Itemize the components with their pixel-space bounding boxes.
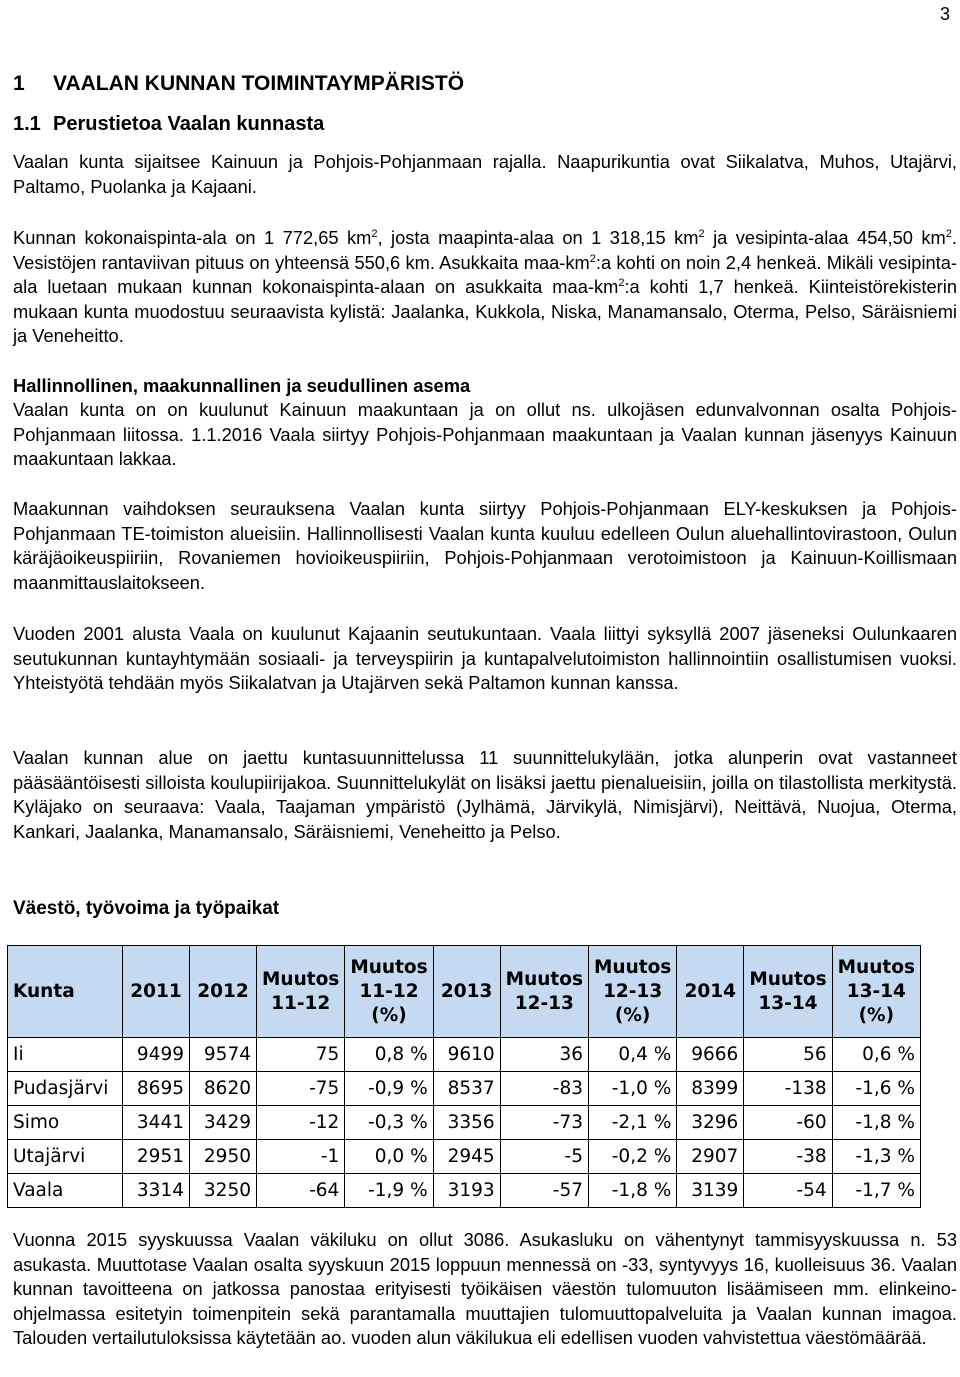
table-cell: 3250 (190, 1174, 257, 1208)
paragraph-regional-membership: Vaalan kunta on on kuulunut Kainuun maakuntaan ja on ollut ns. ulkojäsen edunvalvonnan osalta Pohjois-Pohjanmaan liitossa. 1.1.2016 Vaala siirtyy Pohjois-Pohjanmaan maakuntaan ja Vaalan kunnan jäsenyys Kainuun maakuntaan lakkaa. (13, 399, 957, 469)
table-cell: -1,6 % (832, 1072, 920, 1106)
table-cell: 9499 (123, 1038, 190, 1072)
table-cell: 0,6 % (832, 1038, 920, 1072)
table-cell: 3193 (433, 1174, 500, 1208)
table-cell: -38 (744, 1140, 832, 1174)
paragraph-location: Vaalan kunta sijaitsee Kainuun ja Pohjois-Pohjanmaan rajalla. Naapurikuntia ovat Siikalatva, Muhos, Utajärvi, Paltamo, Puolanka ja Kajaani. (13, 151, 957, 197)
header-2014: 2014 (677, 946, 744, 1038)
header-kunta: Kunta (8, 946, 123, 1038)
chapter-number: 1 (13, 72, 25, 95)
table-cell: 36 (500, 1038, 588, 1072)
table-cell: -0,9 % (345, 1072, 433, 1106)
chapter-title: VAALAN KUNNAN TOIMINTAYMPÄRISTÖ (53, 72, 465, 95)
paragraph-administrative-areas: Maakunnan vaihdoksen seurauksena Vaalan kunta siirtyy Pohjois-Pohjanmaan ELY-keskuksen ja Pohjois-Pohjanmaan TE-toimiston alueisiin. Hallinnollisesti Vaalan kunta kuuluu edelleen Oulun aluehallintovirastoon, Oulun käräjäoikeuspiiriin, Rovaniemen hovioikeuspiiriin, Pohjois-Pohjanmaan verotoimistoon ja Kainuun-Koillismaan maanmittauslaitokseen. (13, 498, 957, 593)
table-cell: -2,1 % (588, 1106, 676, 1140)
header-2013: 2013 (433, 946, 500, 1038)
table-cell: -1 (257, 1140, 345, 1174)
table-cell: 2945 (433, 1140, 500, 1174)
table-cell: 2951 (123, 1140, 190, 1174)
table-cell: 0,0 % (345, 1140, 433, 1174)
table-cell: -60 (744, 1106, 832, 1140)
table-cell: 56 (744, 1038, 832, 1072)
table-cell: -1,3 % (832, 1140, 920, 1174)
table-cell: -1,7 % (832, 1174, 920, 1208)
table-cell: -0,3 % (345, 1106, 433, 1140)
table-cell: 3139 (677, 1174, 744, 1208)
table-cell: -0,2 % (588, 1140, 676, 1174)
table-cell: -73 (500, 1106, 588, 1140)
header-muutos-13-14: Muutos 13-14 (744, 946, 832, 1038)
table-cell: -1,8 % (832, 1106, 920, 1140)
table-cell: 3314 (123, 1174, 190, 1208)
chapter-heading (13, 72, 464, 96)
table-cell: -75 (257, 1072, 345, 1106)
table-cell: 8695 (123, 1072, 190, 1106)
header-muutos-11-12-pct: Muutos 11-12 (%) (345, 946, 433, 1038)
paragraph-villages: Vaalan kunnan alue on jaettu kuntasuunnittelussa 11 suunnittelukylään, jotka alunperin ovat vastanneet pääsääntöisesti silloista koulupiirijakoa. Suunnittelukylät on lisäksi jaettu pienalueisiin, joilla on tilastollista merkitystä. Kyläjako on seuraava: Vaala, Taajaman ympäristö (Jylhämä, Järvikylä, Nimisjärvi), Neittävä, Nuojua, Oterma, Kankari, Jaalanka, Manamansalo, Säräisniemi, Veneheitto ja Pelso. (13, 747, 957, 842)
header-muutos-13-14-pct: Muutos 13-14 (%) (832, 946, 920, 1038)
table-cell: 8620 (190, 1072, 257, 1106)
table-cell: 8537 (433, 1072, 500, 1106)
table-cell: Vaala (8, 1174, 123, 1208)
table-row (8, 1072, 921, 1106)
header-muutos-11-12: Muutos 11-12 (257, 946, 345, 1038)
table-row (8, 1140, 921, 1174)
table-cell: -54 (744, 1174, 832, 1208)
table-cell: 3441 (123, 1106, 190, 1140)
table-cell: 0,8 % (345, 1038, 433, 1072)
table-header-row (8, 946, 921, 1038)
header-2012: 2012 (190, 946, 257, 1038)
page-number: 3 (939, 4, 950, 24)
table-row (8, 1106, 921, 1140)
table-cell: 0,4 % (588, 1038, 676, 1072)
table-cell: -138 (744, 1072, 832, 1106)
table-title: Väestö, työvoima ja työpaikat (13, 898, 280, 919)
subheading-administrative: Hallinnollinen, maakunnallinen ja seudullinen asema (13, 375, 471, 396)
table-cell: 2907 (677, 1140, 744, 1174)
table-cell: Simo (8, 1106, 123, 1140)
table-cell: 3356 (433, 1106, 500, 1140)
header-muutos-12-13: Muutos 12-13 (500, 946, 588, 1038)
table-cell: 3429 (190, 1106, 257, 1140)
paragraph-subregion: Vuoden 2001 alusta Vaala on kuulunut Kajaanin seutukuntaan. Vaala liittyi syksyllä 2007 jäseneksi Oulunkaaren seutukunnan kuntayhtymään sosiaali- ja terveyspiirin ja kuntapalvelutoimiston hallinnointiin osallistumisen vuoksi. Yhteistyötä tehdään myös Siikalatvan ja Utajärven sekä Paltamon kunnan kanssa. (13, 623, 957, 693)
table-cell: 75 (257, 1038, 345, 1072)
table-cell: Pudasjärvi (8, 1072, 123, 1106)
table-cell: -1,9 % (345, 1174, 433, 1208)
table-cell: Utajärvi (8, 1140, 123, 1174)
section-number: 1.1 (13, 113, 41, 135)
paragraph-area: Kunnan kokonaispinta-ala on 1 772,65 $km^2$, josta maapinta-alaa on 1 318,15 $km^2$ ja vesipinta-alaa 454,50 $km^2$. Vesistöjen rantaviivan pituus on yhteensä 550,6 km. Asukkaita maa-$km^2:a$ kohti on noin 2,4 henkeä. Mikäli vesipinta-ala luetaan mukaan kunnan kokonaispinta-alaan on asukkaita maa-$km^2:a$ kohti 1,7 henkeä. Kiinteistörekisterin mukaan kunta muodostuu seuraavista kylistä: Jaalanka, Kukkola, Niska, Manamansalo, Oterma, Pelso, Säräisniemi ja Veneheitto. (13, 227, 958, 346)
table-cell: -64 (257, 1174, 345, 1208)
table-cell: -1,8 % (588, 1174, 676, 1208)
table-cell: 3296 (677, 1106, 744, 1140)
header-muutos-12-13-pct: Muutos 12-13 (%) (588, 946, 676, 1038)
section-title: Perustietoa Vaalan kunnasta (53, 113, 325, 135)
table-cell: -1,0 % (588, 1072, 676, 1106)
table-cell: 2950 (190, 1140, 257, 1174)
population-table (7, 945, 921, 1208)
table-cell: -12 (257, 1106, 345, 1140)
table-cell: 9574 (190, 1038, 257, 1072)
table-cell: 9666 (677, 1038, 744, 1072)
paragraph-population-2015: Vuonna 2015 syyskuussa Vaalan väkiluku on ollut 3086. Asukasluku on vähentynyt tammisyyskuussa n. 53 asukasta. Muuttotase Vaalan osalta syyskuun 2015 loppuun mennessä on -33, syntyvyys 16, kuolleisuus 36. Vaalan kunnan tavoitteena on jatkossa panostaa erityisesti työikäisen väestön tulomuuton lisäämiseen mm. elinkeino-ohjelmassa esitetyin toimenpitein sekä parantamalla muuttajien tulomuuttopalveluita ja Vaalan kunnan imagoa. Talouden vertailutuloksissa käytetään ao. vuoden alun väkilukua eli edellisen vuoden vahvistettua väestömäärää. (13, 1229, 957, 1348)
table-row (8, 1038, 921, 1072)
table-cell: -57 (500, 1174, 588, 1208)
table-cell: 9610 (433, 1038, 500, 1072)
table-cell: 8399 (677, 1072, 744, 1106)
table-cell: -83 (500, 1072, 588, 1106)
table-cell: -5 (500, 1140, 588, 1174)
section-heading (13, 113, 324, 136)
header-2011: 2011 (123, 946, 190, 1038)
table-row (8, 1174, 921, 1208)
table-cell: Ii (8, 1038, 123, 1072)
